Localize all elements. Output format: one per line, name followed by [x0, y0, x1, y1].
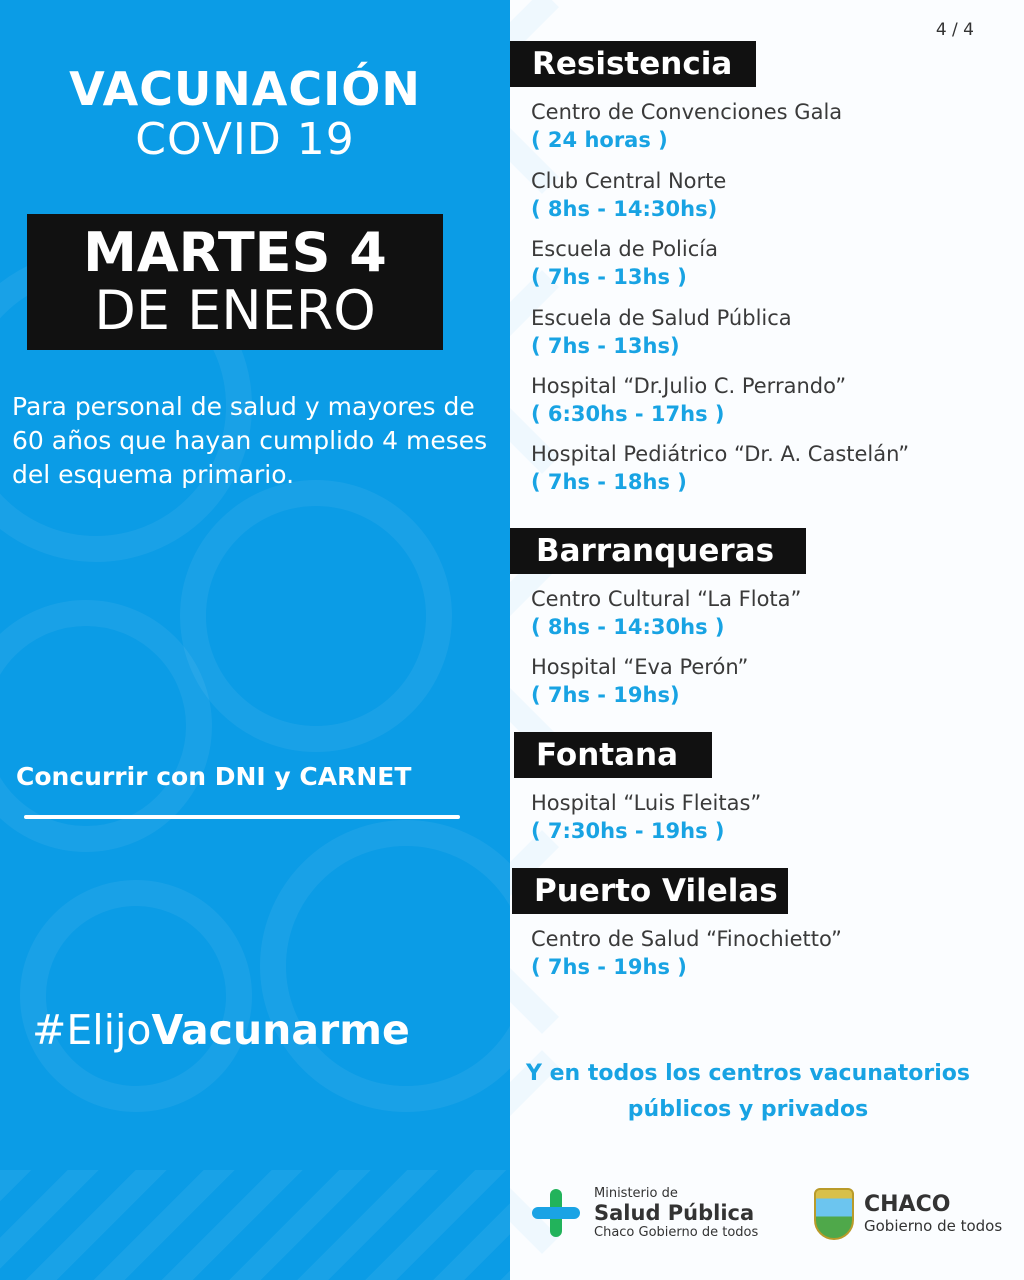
right-panel — [510, 0, 1024, 1280]
campaign-subtitle: COVID 19 — [135, 114, 355, 165]
city-label-fontana: Fontana — [514, 732, 712, 778]
venue-name: Hospital “Eva Perón” — [531, 655, 749, 679]
city-label-puerto-vilelas: Puerto Vilelas — [512, 868, 788, 914]
page-indicator: 4 / 4 — [935, 20, 974, 40]
venue-name: Centro de Convenciones Gala — [531, 100, 843, 124]
decorative-stripes — [0, 1170, 510, 1280]
additional-centers-note — [510, 1056, 986, 1128]
venue-hours: ( 6:30hs - 17hs ) — [531, 402, 725, 426]
ministry-name: Salud Pública — [594, 1201, 755, 1225]
hashtag-prefix: #Elijo — [32, 1006, 152, 1054]
venue-name: Hospital “Dr.Julio C. Perrando” — [531, 374, 847, 398]
date-weekday: MARTES 4 — [83, 221, 387, 284]
chaco-logo — [814, 1188, 1002, 1240]
coat-of-arms-icon — [814, 1188, 854, 1240]
decorative-circle — [20, 880, 252, 1112]
venue-hours: ( 24 horas ) — [531, 128, 668, 152]
venue-name: Centro Cultural “La Flota” — [531, 587, 802, 611]
city-label-barranqueras: Barranqueras — [510, 528, 806, 574]
divider — [24, 815, 460, 819]
chaco-name: CHACO — [864, 1192, 951, 1217]
venue-name: Centro de Salud “Finochietto” — [531, 927, 842, 951]
decorative-circle — [260, 820, 510, 1112]
hashtag — [32, 1006, 410, 1054]
date-month: DE ENERO — [94, 279, 376, 342]
requirement-text: Concurrir con DNI y CARNET — [16, 762, 412, 791]
venue-hours: ( 7hs - 13hs ) — [531, 265, 687, 289]
venue-name: Escuela de Policía — [531, 237, 718, 261]
decorative-circle — [180, 480, 452, 752]
venue-name: Escuela de Salud Pública — [531, 306, 792, 330]
venue-hours: ( 7hs - 19hs ) — [531, 955, 687, 979]
additional-centers-line2: públicos y privados — [627, 1097, 869, 1122]
chaco-tagline: Gobierno de todos — [864, 1217, 1003, 1235]
left-panel — [0, 0, 510, 1280]
additional-centers-line1: Y en todos los centros vacunatorios — [526, 1061, 970, 1086]
venue-hours: ( 7hs - 13hs) — [531, 334, 680, 358]
venue-hours: ( 7hs - 18hs ) — [531, 470, 687, 494]
ministry-logo — [532, 1186, 758, 1240]
eligibility-description: Para personal de salud y mayores de 60 años que hayan cumplido 4 meses del esquema primario. — [12, 392, 488, 489]
ministry-tagline: Chaco Gobierno de todos — [594, 1225, 759, 1240]
decorative-chevron — [510, 0, 644, 194]
venue-name: Hospital Pediátrico “Dr. A. Castelán” — [531, 442, 910, 466]
decorative-chevron — [510, 550, 644, 754]
venue-name: Club Central Norte — [531, 169, 727, 193]
health-cross-icon — [532, 1189, 580, 1237]
hashtag-bold: Vacunarme — [151, 1006, 410, 1054]
ministry-line1: Ministerio de — [594, 1186, 678, 1201]
venue-hours: ( 8hs - 14:30hs) — [531, 197, 718, 221]
venue-hours: ( 7:30hs - 19hs ) — [531, 819, 725, 843]
date-box — [27, 214, 443, 350]
city-label-resistencia: Resistencia — [510, 41, 756, 87]
venue-hours: ( 8hs - 14:30hs ) — [531, 615, 725, 639]
venue-name: Hospital “Luis Fleitas” — [531, 791, 762, 815]
venue-hours: ( 7hs - 19hs) — [531, 683, 680, 707]
campaign-title: VACUNACIÓN — [69, 62, 421, 116]
